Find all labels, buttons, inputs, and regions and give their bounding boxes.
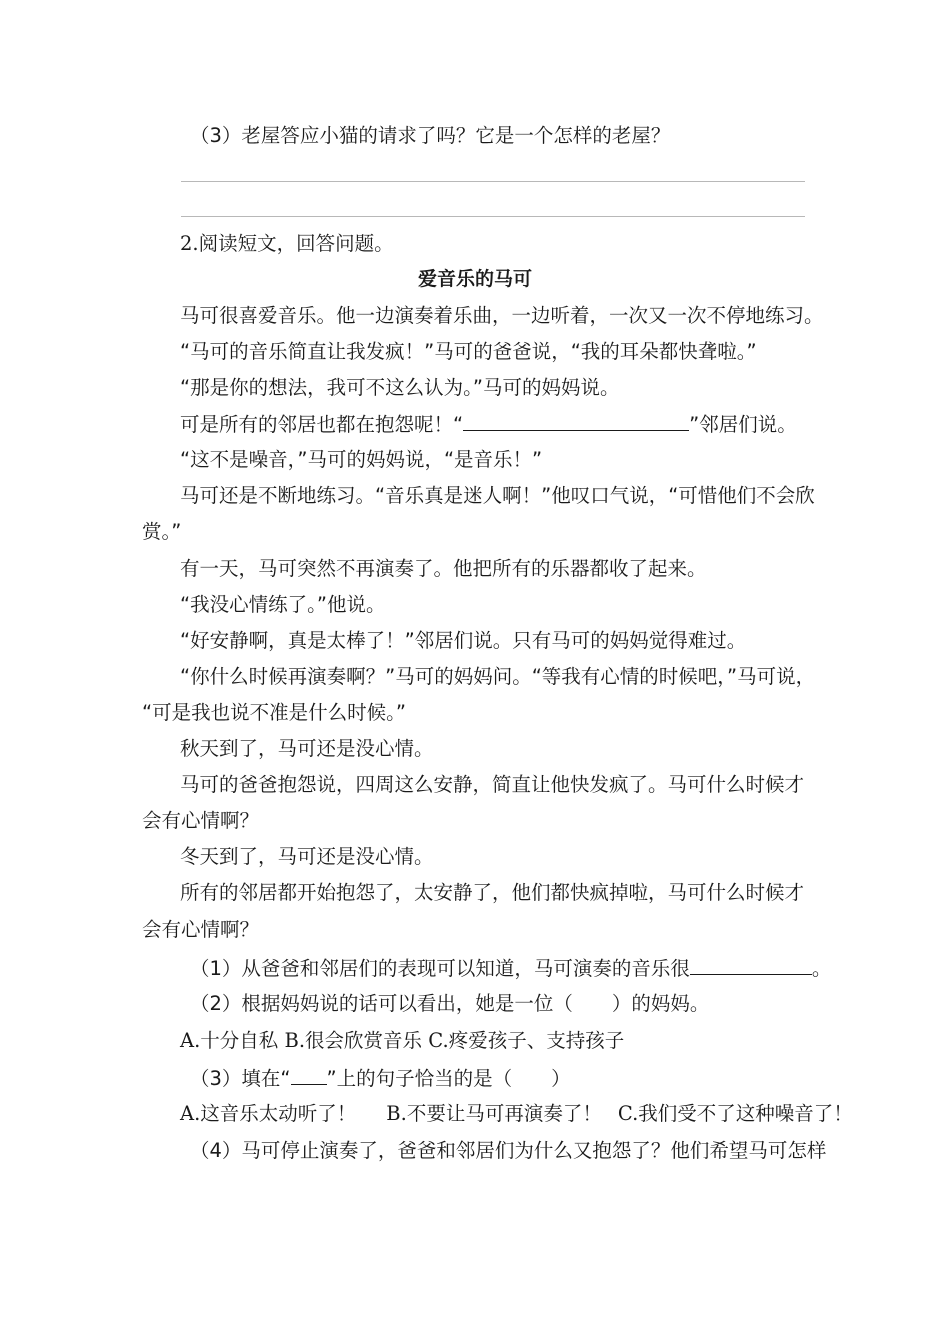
- option-c-letter: C.: [617, 1102, 639, 1125]
- question-3: [190, 1064, 571, 1093]
- paragraph-8: “我没心情练了。”他说。: [180, 593, 386, 616]
- question-q1-3: （3）老屋答应小猫的请求了吗？它是一个怎样的老屋？: [190, 124, 671, 147]
- section-2-number: 2.: [180, 232, 199, 255]
- paragraph-12-line-1: 马可的爸爸抱怨说，四周这么安静，简直让他快发疯了。马可什么时候才: [180, 773, 805, 796]
- option-c-text[interactable]: 疼爱孩子、支持孩子: [448, 1029, 625, 1052]
- option-c-text[interactable]: 我们受不了这种噪音了！: [638, 1102, 853, 1125]
- question-3-after: ”上的句子恰当的是（ ）: [326, 1067, 571, 1090]
- paragraph-4-after-blank: ”邻居们说。: [689, 413, 797, 436]
- paragraph-6-line-2: 赏。”: [142, 520, 182, 543]
- option-a-letter: A.: [180, 1102, 201, 1125]
- paragraph-10-line-2: “可是我也说不准是什么时候。”: [142, 701, 406, 724]
- question-1-end: 。: [811, 957, 832, 980]
- paragraph-10-line-1: “你什么时候再演奏啊？”马可的妈妈问。“等我有心情的时候吧，”马可说，: [180, 665, 816, 688]
- quote-blank[interactable]: [463, 410, 689, 431]
- paragraph-4-before-blank: 可是所有的邻居也都在抱怨呢！“: [180, 413, 464, 436]
- paragraph-3: “那是你的想法，我可不这么认为。”马可的妈妈说。: [180, 376, 620, 399]
- paragraph-12-line-2: 会有心情啊？: [142, 809, 260, 832]
- question-1-text: （1）从爸爸和邻居们的表现可以知道，马可演奏的音乐很: [190, 957, 690, 980]
- question-1: [190, 954, 831, 983]
- section-2-instruction: 阅读短文，回答问题。: [198, 232, 394, 255]
- answer-line-2: [181, 216, 805, 217]
- paragraph-1: 马可很喜爱音乐。他一边演奏着乐曲，一边听着，一次又一次不停地练习。: [180, 304, 824, 327]
- option-b-letter: B.: [386, 1102, 407, 1125]
- section-2-heading: [180, 230, 394, 258]
- option-b-text[interactable]: 不要让马可再演奏了！: [406, 1102, 602, 1125]
- paragraph-13: 冬天到了，马可还是没心情。: [180, 845, 434, 868]
- question-3-before: （3）填在“: [190, 1067, 291, 1090]
- paragraph-6-line-1: 马可还是不断地练习。“音乐真是迷人啊！”他叹口气说，“可惜他们不会欣: [180, 484, 815, 507]
- option-b-text[interactable]: 很会欣赏音乐: [305, 1029, 423, 1052]
- option-a-text[interactable]: 这音乐太动听了！: [200, 1102, 357, 1125]
- option-b-letter: B.: [284, 1029, 306, 1052]
- question-1-answer-blank[interactable]: [690, 954, 812, 975]
- paragraph-5: “这不是噪音，”马可的妈妈说，“是音乐！”: [180, 448, 543, 471]
- passage-title: 爱音乐的马可: [417, 268, 532, 290]
- paragraph-9: “好安静啊，真是太棒了！”邻居们说。只有马可的妈妈觉得难过。: [180, 629, 747, 652]
- answer-line-1: [181, 181, 805, 182]
- paragraph-11: 秋天到了，马可还是没心情。: [180, 737, 434, 760]
- option-c-letter: C.: [428, 1029, 449, 1052]
- paragraph-14-line-1: 所有的邻居都开始抱怨了，太安静了，他们都快疯掉啦，马可什么时候才: [180, 881, 805, 904]
- paragraph-2: “马可的音乐简直让我发疯！”马可的爸爸说，“我的耳朵都快聋啦。”: [180, 340, 757, 363]
- question-3-quote-blank: [291, 1064, 327, 1085]
- option-a-letter: A.: [180, 1029, 201, 1052]
- option-a-text[interactable]: 十分自私: [200, 1029, 279, 1052]
- paragraph-4: [180, 410, 797, 439]
- paragraph-7: 有一天，马可突然不再演奏了。他把所有的乐器都收了起来。: [180, 557, 707, 580]
- question-3-options: [180, 1100, 853, 1128]
- question-2-options: [180, 1027, 624, 1055]
- question-4: （4）马可停止演奏了，爸爸和邻居们为什么又抱怨了？他们希望马可怎样: [190, 1139, 827, 1162]
- question-2: （2）根据妈妈说的话可以看出，她是一位（ ）的妈妈。: [190, 992, 710, 1015]
- paragraph-14-line-2: 会有心情啊？: [142, 918, 260, 941]
